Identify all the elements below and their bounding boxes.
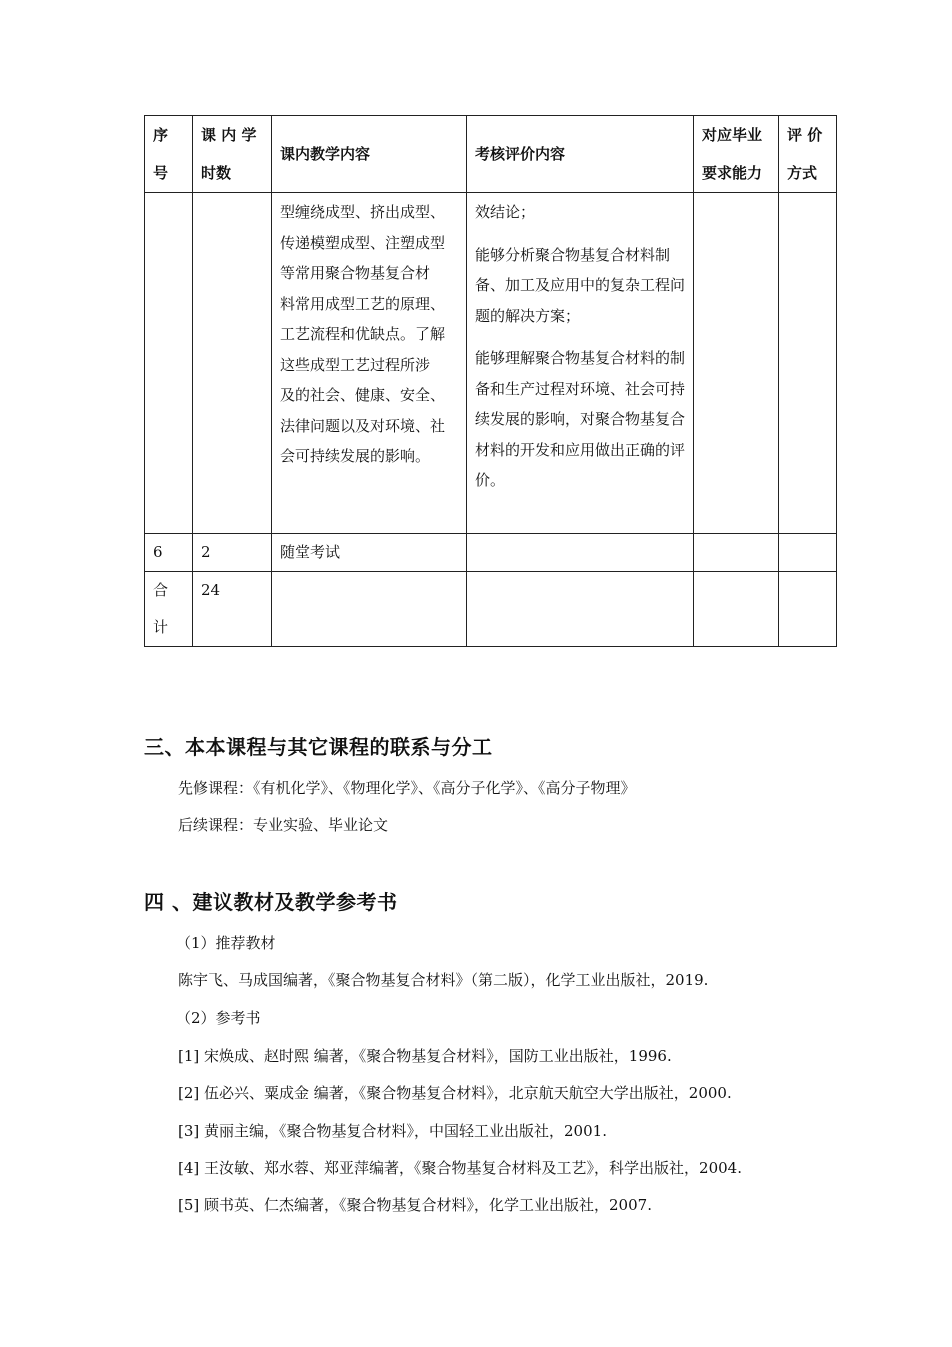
header-assess: 考核评价内容 [467,116,694,193]
header-ability-line2: 要求能力 [702,164,763,182]
content-line: 等常用聚合物基复合材 [280,264,431,282]
cell-assess [467,572,694,647]
section4-title: 四 、建议教材及教学参考书 [144,890,398,914]
content-line: 会可持续发展的影响。 [280,447,431,465]
cell-seq [145,572,193,647]
reference-item: [1] 宋焕成、赵时熙 编著，《聚合物基复合材料》，国防工业出版社，1996. [178,1047,672,1065]
reference-item: [3] 黄丽主编，《聚合物基复合材料》，中国轻工业出版社，2001. [178,1122,607,1140]
assess-paragraph: 能够理解聚合物基复合材料的制备和生产过程对环境、社会可持续发展的影响，对聚合物基复合材料的开发和应用做出正确的评价。 [475,349,686,489]
header-ability-line1: 对应毕业 [702,126,763,144]
header-content: 课内教学内容 [272,116,467,193]
cell-method [779,534,837,572]
recommended-textbook: 陈宇飞、马成国编著，《聚合物基复合材料》（第二版），化学工业出版社，2019. [178,971,709,989]
prereq-courses: 先修课程：《有机化学》、《物理化学》、《高分子化学》、《高分子物理》 [178,779,636,797]
reference-item: [4] 王汝敏、郑水蓉、郑亚萍编著，《聚合物基复合材料及工艺》，科学出版社，2004. [178,1159,742,1177]
cell-seq: 6 [145,534,193,572]
cell-method [779,572,837,647]
content-line: 料常用成型工艺的原理、 [280,294,446,313]
content-line: 法律问题以及对环境、社 [280,416,446,435]
content-line: 及的社会、健康、安全、 [280,386,446,404]
content-line: 工艺流程和优缺点。了解 [280,325,446,343]
assess-paragraph: 效结论； [475,203,536,221]
reference-item: [5] 顾书英、仁杰编著，《聚合物基复合材料》，化学工业出版社，2007. [178,1196,652,1214]
header-method [779,116,837,193]
reference-item: [2] 伍必兴、粟成金 编著，《聚合物基复合材料》，北京航天航空大学出版社，2000. [178,1084,732,1102]
cell-hours-total: 24 [193,572,272,647]
table-row [145,193,837,534]
recommended-textbook-heading: （1）推荐教材 [176,934,276,952]
total-label-line1: 合 [153,581,169,599]
header-seq [145,116,193,193]
header-hours-line1: 课 内 学 [201,126,257,144]
table-row [145,534,837,572]
header-hours-line2: 时数 [201,164,232,182]
content-line: 传递模塑成型、注塑成型 [280,233,446,252]
cell-ability [694,193,779,534]
content-line: 这些成型工艺过程所涉 [280,355,431,374]
cell-method [779,193,837,534]
cell-hours [193,193,272,534]
cell-content: 随堂考试 [272,534,467,572]
cell-seq [145,193,193,534]
total-label-line2: 计 [153,618,169,636]
header-seq-line2: 号 [153,164,169,182]
header-method-line2: 方式 [787,164,818,182]
table-header-row [145,116,837,193]
header-hours [193,116,272,193]
cell-assess [467,534,694,572]
cell-ability [694,572,779,647]
reference-books-heading: （2）参考书 [176,1009,261,1027]
header-ability [694,116,779,193]
content-line: 型缠绕成型、挤出成型、 [280,203,446,221]
section3-title: 三、本本课程与其它课程的联系与分工 [144,735,493,759]
assess-paragraph: 能够分析聚合物基复合材料制备、加工及应用中的复杂工程问题的解决方案； [475,245,686,325]
header-method-line1: 评 价 [787,126,823,144]
cell-ability [694,534,779,572]
table-row-total [145,572,837,647]
course-content-table [144,115,837,647]
cell-assess [467,193,694,534]
followup-courses: 后续课程：专业实验、毕业论文 [178,816,389,834]
cell-content [272,572,467,647]
cell-hours: 2 [193,534,272,572]
cell-content [272,193,467,534]
header-seq-line1: 序 [153,126,169,144]
